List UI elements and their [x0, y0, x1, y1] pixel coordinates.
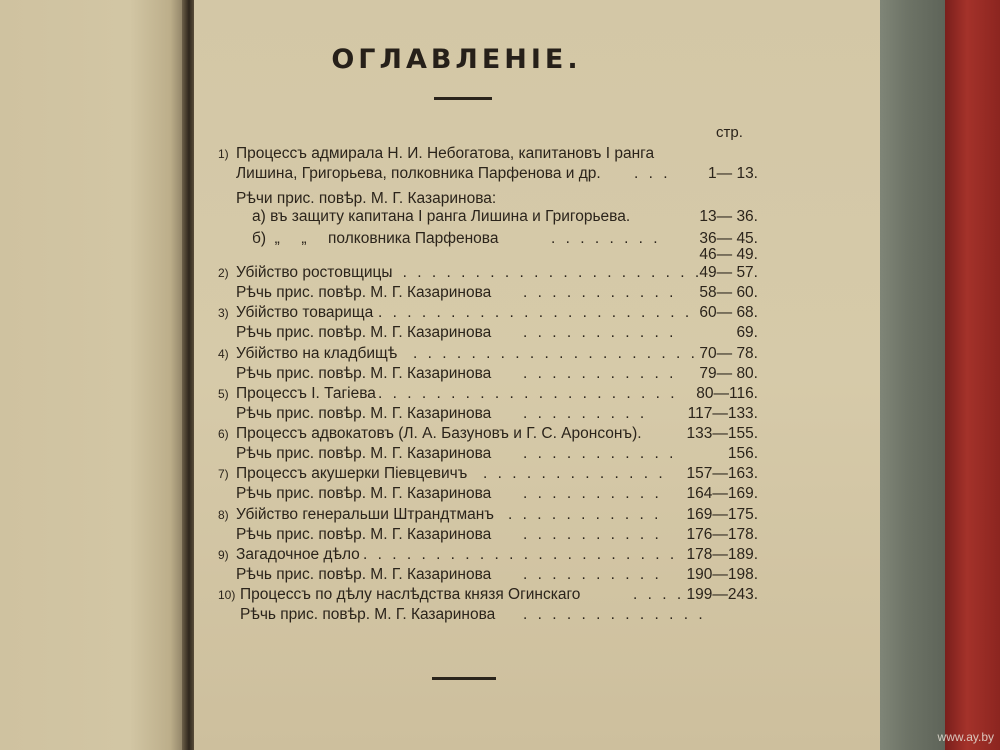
toc-row — [218, 365, 758, 385]
toc-number: 3) — [218, 306, 229, 320]
toc-text: Рѣчь прис. повѣр. М. Г. Казаринова — [236, 485, 492, 502]
leader-dots: . . . . . . . . . . . . . . . . . . . . — [413, 345, 698, 362]
toc-text: Рѣчь прис. повѣр. М. Г. Казаринова — [236, 445, 492, 462]
toc-row — [218, 425, 758, 445]
book-cover-edge — [880, 0, 950, 750]
toc-pages: 79— 80. — [699, 365, 758, 382]
toc-text: Рѣчь прис. повѣр. М. Г. Казаринова — [236, 365, 492, 382]
title-rule — [434, 97, 492, 100]
end-rule — [432, 677, 496, 680]
leader-dots: . . . . — [633, 586, 685, 603]
toc-pages: 169—175. — [686, 506, 758, 523]
toc-pages: 36— 45. — [699, 230, 758, 247]
toc-text: Загадочное дѣло — [236, 546, 360, 563]
toc-row — [218, 586, 758, 606]
leader-dots: . . . . . . . . . . . — [508, 506, 662, 523]
toc-text: Рѣчи прис. повѣр. М. Г. Казаринова: — [236, 190, 497, 207]
toc-pages: 13— 36. — [699, 208, 758, 225]
leader-dots: . . . . . . . . . . . . . . . . . . . . . . — [363, 546, 678, 563]
leader-dots: . . . . . . . . . . . — [523, 284, 677, 301]
toc-text: Убійство на кладбищѣ — [236, 345, 398, 362]
leader-dots: . . . . . . . . — [551, 230, 661, 247]
toc-row — [218, 190, 758, 210]
toc-row — [218, 264, 758, 284]
toc-text: Убійство ростовщицы — [236, 264, 393, 281]
toc-text: Рѣчь прис. повѣр. М. Г. Казаринова — [240, 606, 496, 623]
leader-dots: . . . . . . . . . . — [523, 485, 662, 502]
leader-dots: . . . . . . . . . — [523, 405, 648, 422]
toc-row — [218, 145, 758, 165]
toc-text: Рѣчь прис. повѣр. М. Г. Казаринова — [236, 405, 492, 422]
toc-row — [218, 304, 758, 324]
toc-text: Рѣчь прис. повѣр. М. Г. Казаринова — [236, 526, 492, 543]
toc-row — [218, 485, 758, 505]
leader-dots: . . . . . . . . . . . . . . . . . . . . . — [378, 385, 678, 402]
toc-pages: 156. — [727, 445, 758, 462]
toc-number: 6) — [218, 427, 229, 441]
leader-dots: . . . . . . . . . . — [523, 526, 662, 543]
toc-pages: 60— 68. — [699, 304, 758, 321]
toc-pages: 157—163. — [686, 465, 758, 482]
toc-pages: 49— 57. — [699, 264, 758, 281]
toc-pages: 69. — [736, 324, 758, 341]
toc-pages: 133—155. — [686, 425, 758, 442]
page-column-label: стр. — [716, 124, 743, 141]
toc-number: 2) — [218, 266, 229, 280]
toc-text: Процессъ адмирала Н. И. Небогатова, капитановъ I ранга — [236, 145, 655, 162]
leader-dots: . . . . . . . . . . . — [523, 445, 677, 462]
toc-text: б) „ „ полковника Парфенова — [252, 230, 499, 247]
toc-row — [218, 324, 758, 344]
toc-pages: 176—178. — [686, 526, 758, 543]
toc-pages: 117—133. — [687, 405, 758, 422]
toc-number: 8) — [218, 508, 229, 522]
toc-row — [218, 566, 758, 586]
toc-row — [218, 345, 758, 365]
watermark: www.ay.by — [937, 730, 994, 744]
toc-number: 10) — [218, 588, 236, 602]
toc-text: Убійство товарища — [236, 304, 374, 321]
toc-row — [218, 546, 758, 566]
toc-row — [218, 208, 758, 228]
leader-dots: . . . . . . . . . . . . . . . . . . . . . . — [388, 264, 703, 281]
toc-row — [218, 526, 758, 546]
leader-dots: . . . . . . . . . . — [523, 566, 662, 583]
toc-number: 4) — [218, 347, 229, 361]
toc-pages: 164—169. — [686, 485, 758, 502]
toc-pages: 199—243. — [686, 586, 758, 603]
toc-row — [218, 405, 758, 425]
toc-text: Процессъ I. Тагіева — [236, 385, 376, 402]
toc-row — [218, 246, 758, 266]
toc-number: 5) — [218, 387, 229, 401]
leader-dots: . . . . . . . . . . . . . . . . . . . . . . — [378, 304, 693, 321]
leader-dots: . . . — [634, 165, 671, 182]
toc-pages: 190—198. — [686, 566, 758, 583]
toc-pages: 70— 78. — [699, 345, 758, 362]
toc-number: 1) — [218, 147, 229, 161]
toc-text: Рѣчь прис. повѣр. М. Г. Казаринова — [236, 284, 492, 301]
toc-text: Процессъ акушерки Піевцевичъ — [236, 465, 468, 482]
toc-text: Процессъ по дѣлу наслѣдства князя Огинскаго — [240, 586, 581, 603]
toc-text: Процессъ адвокатовъ (Л. А. Базуновъ и Г. С. Аронсонъ). — [236, 425, 642, 442]
toc-pages: 80—116. — [696, 385, 758, 402]
toc-pages: 58— 60. — [699, 284, 758, 301]
toc-pages: 46— 49. — [699, 246, 758, 263]
toc-text: Лишина, Григорьева, полковника Парфенова и др. — [236, 165, 601, 182]
toc-row — [218, 165, 758, 185]
toc-number: 7) — [218, 467, 229, 481]
leader-dots: . . . . . . . . . . . — [523, 365, 677, 382]
toc-row — [218, 465, 758, 485]
toc-text: Рѣчь прис. повѣр. М. Г. Казаринова — [236, 324, 492, 341]
leader-dots: . . . . . . . . . . . . . — [523, 606, 706, 623]
leader-dots: . . . . . . . . . . . . . — [483, 465, 666, 482]
toc-text: а) въ защиту капитана I ранга Лишина и Григорьева. — [252, 208, 631, 225]
toc-pages: 1— 13. — [708, 165, 758, 182]
toc-row — [218, 284, 758, 304]
toc-row — [218, 606, 758, 626]
toc-row — [218, 506, 758, 526]
toc-row — [218, 385, 758, 405]
toc-number: 9) — [218, 548, 229, 562]
left-page — [0, 0, 185, 750]
toc-row — [218, 445, 758, 465]
page-title: ОГЛАВЛЕНІЕ. — [331, 44, 582, 75]
leader-dots: . . . . . . . . . . . — [523, 324, 677, 341]
toc-pages: 178—189. — [686, 546, 758, 563]
toc-text: Убійство генеральши Штрандтманъ — [236, 506, 494, 523]
toc-text: Рѣчь прис. повѣр. М. Г. Казаринова — [236, 566, 492, 583]
book-cover-spine — [945, 0, 1000, 750]
